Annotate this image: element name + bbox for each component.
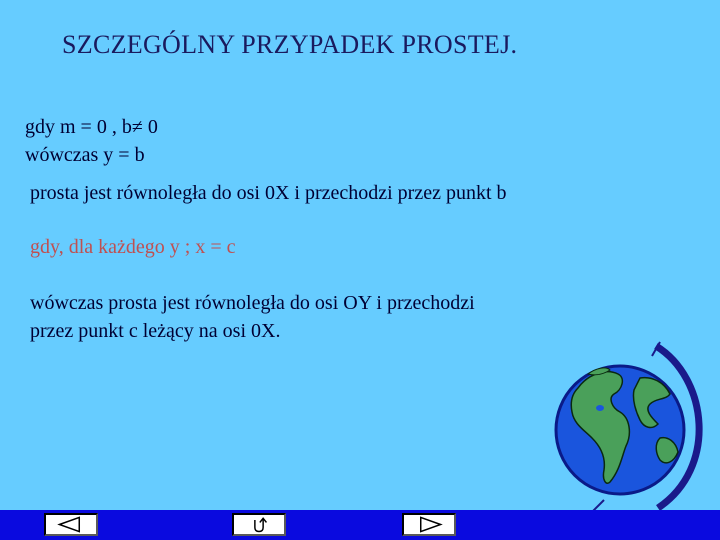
second-explanation-line-2: przez punkt c leżący na osi 0X. xyxy=(30,320,281,342)
second-condition-line: gdy, dla każdego y ; x = c xyxy=(30,236,236,258)
triangle-right-icon xyxy=(404,515,454,534)
slide-title: SZCZEGÓLNY PRZYPADEK PROSTEJ. xyxy=(62,30,518,59)
explanation-line: prosta jest równoległa do osi 0X i przechodzi przez punkt b xyxy=(30,182,507,204)
return-arrow-icon xyxy=(234,515,284,534)
previous-slide-button[interactable] xyxy=(44,513,98,536)
condition-line: gdy m = 0 , b≠ 0 xyxy=(25,116,158,138)
globe-icon xyxy=(548,338,708,528)
result-line: wówczas y = b xyxy=(25,144,145,166)
triangle-left-icon xyxy=(46,515,96,534)
second-explanation-line-1: wówczas prosta jest równoległa do osi OY i przechodzi xyxy=(30,292,475,314)
return-button[interactable] xyxy=(232,513,286,536)
navigation-bar xyxy=(0,510,720,540)
next-slide-button[interactable] xyxy=(402,513,456,536)
